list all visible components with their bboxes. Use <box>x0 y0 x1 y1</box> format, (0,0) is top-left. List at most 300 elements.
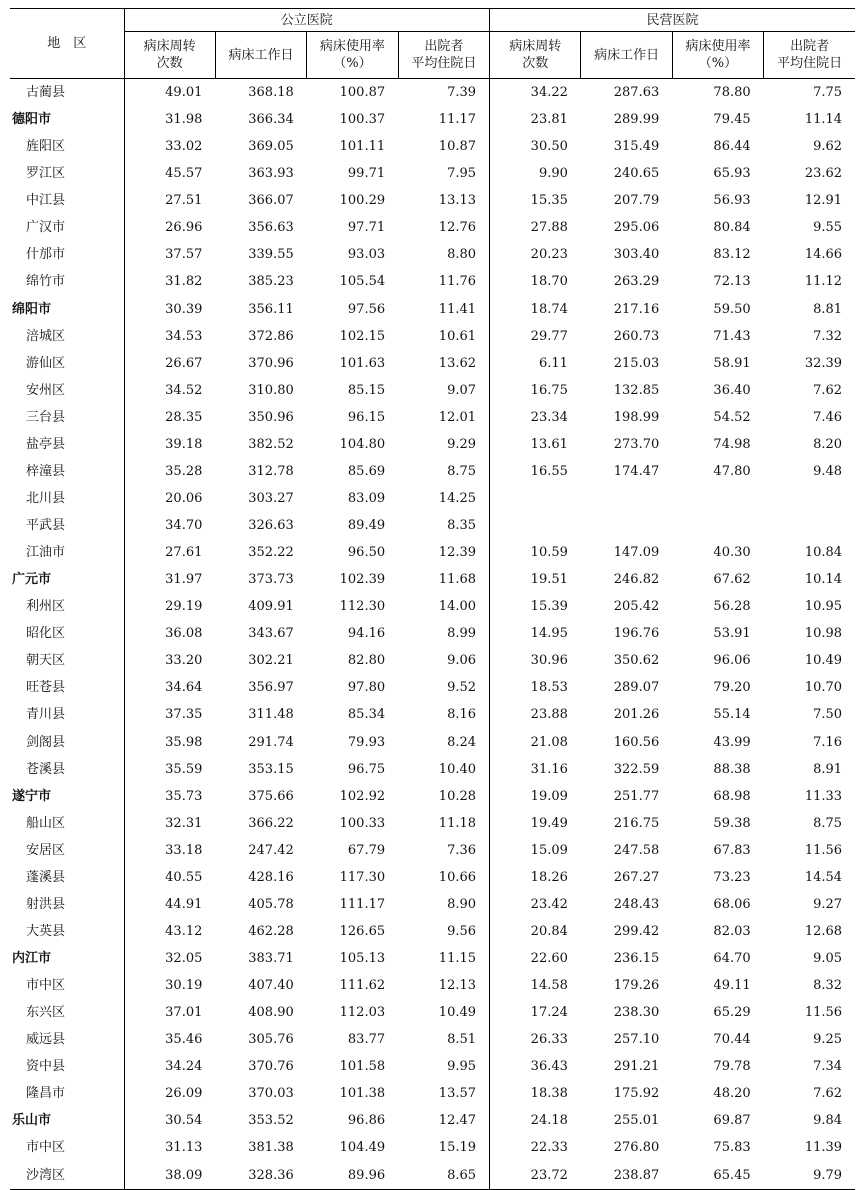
table-row <box>10 350 855 377</box>
public-turnover-cell: 27.61 <box>165 545 203 561</box>
public-usage-rate-cell: 89.49 <box>347 518 386 534</box>
private-usage-rate-cell: 49.11 <box>713 978 751 994</box>
private-turnover-cell: 14.58 <box>490 972 581 999</box>
private-turnover-cell: 20.23 <box>490 241 581 268</box>
private-usage-rate-cell: 69.87 <box>713 1113 751 1129</box>
public-turnover-cell: 35.46 <box>165 1032 203 1048</box>
private-avg-stay-cell: 7.50 <box>813 707 843 723</box>
private-usage-rate-cell: 82.03 <box>713 923 751 939</box>
public-usage-rate-cell: 104.80 <box>339 436 386 452</box>
private-turnover-cell: 20.84 <box>490 918 581 945</box>
public-avg-stay-cell: 9.07 <box>447 382 477 398</box>
public-workdays-cell: 343.67 <box>248 626 294 642</box>
public-turnover-cell: 34.24 <box>165 1059 203 1075</box>
private-avg-stay-cell: 9.62 <box>813 139 843 155</box>
table-row <box>10 1134 855 1161</box>
public-workdays-cell: 405.78 <box>248 896 294 912</box>
region-name-cell: 旌阳区 <box>10 133 124 160</box>
private-turnover-cell: 30.50 <box>490 133 581 160</box>
public-avg-stay-cell: 10.28 <box>438 788 477 804</box>
private-workdays-cell: 132.85 <box>613 382 660 398</box>
private-usage-rate-cell: 56.28 <box>713 599 751 615</box>
region-name-cell: 德阳市 <box>10 106 124 133</box>
private-avg-stay-cell: 8.32 <box>813 978 843 994</box>
public-turnover-cell: 32.05 <box>165 951 203 967</box>
public-usage-rate-cell: 101.38 <box>339 1086 386 1102</box>
private-usage-rate-cell: 70.44 <box>713 1032 751 1048</box>
region-name-cell: 大英县 <box>10 918 124 945</box>
private-avg-stay-cell: 12.68 <box>804 923 843 939</box>
public-avg-stay-days-header: 出院者 平均住院日 <box>398 32 489 79</box>
public-avg-stay-cell: 8.51 <box>447 1032 477 1048</box>
region-name-cell: 昭化区 <box>10 620 124 647</box>
private-avg-stay-cell: 9.05 <box>813 951 843 967</box>
private-turnover-cell: 23.34 <box>490 404 581 431</box>
private-turnover-cell: 18.74 <box>490 296 581 323</box>
table-row <box>10 539 855 566</box>
public-usage-rate-cell: 96.75 <box>347 761 386 777</box>
private-workdays-cell: 217.16 <box>613 301 660 317</box>
public-avg-stay-cell: 8.90 <box>447 896 477 912</box>
private-bed-turnover-header: 病床周转 次数 <box>490 32 581 79</box>
region-name-cell: 苍溪县 <box>10 756 124 783</box>
region-name-cell: 船山区 <box>10 810 124 837</box>
public-workdays-cell: 339.55 <box>248 247 294 263</box>
region-name-cell: 安居区 <box>10 837 124 864</box>
private-workdays-cell: 257.10 <box>613 1032 660 1048</box>
public-usage-rate-cell: 111.17 <box>339 896 386 912</box>
public-avg-stay-cell: 8.99 <box>447 626 477 642</box>
table-row <box>10 106 855 133</box>
table-row <box>10 972 855 999</box>
private-usage-rate-cell: 68.98 <box>713 788 751 804</box>
public-turnover-cell: 33.20 <box>165 653 203 669</box>
public-usage-rate-cell: 79.93 <box>347 734 386 750</box>
public-avg-stay-cell: 11.18 <box>438 815 477 831</box>
public-hospital-group-header: 公立医院 <box>124 9 490 32</box>
public-turnover-cell: 35.98 <box>165 734 203 750</box>
region-name-cell: 东兴区 <box>10 999 124 1026</box>
private-workdays-cell: 315.49 <box>613 139 660 155</box>
private-usage-rate-cell: 74.98 <box>713 436 751 452</box>
table-row <box>10 296 855 323</box>
public-workdays-cell: 372.86 <box>248 328 294 344</box>
private-turnover-cell: 29.77 <box>490 323 581 350</box>
table-row <box>10 620 855 647</box>
public-workdays-cell: 356.11 <box>248 301 294 317</box>
private-usage-rate-cell: 43.99 <box>713 734 751 750</box>
public-workdays-cell: 328.36 <box>248 1167 294 1183</box>
private-usage-rate-cell: 53.91 <box>713 626 751 642</box>
region-name-cell: 平武县 <box>10 512 124 539</box>
private-turnover-cell: 18.70 <box>490 268 581 295</box>
table-row <box>10 1026 855 1053</box>
public-turnover-cell: 33.18 <box>165 842 203 858</box>
public-workdays-cell: 311.48 <box>248 707 294 723</box>
public-avg-stay-cell: 9.29 <box>447 436 477 452</box>
region-name-cell: 什邡市 <box>10 241 124 268</box>
private-turnover-cell: 23.88 <box>490 701 581 728</box>
table-row <box>10 756 855 783</box>
region-name-cell: 乐山市 <box>10 1107 124 1134</box>
private-avg-stay-cell: 8.75 <box>813 815 843 831</box>
private-workdays-cell: 238.30 <box>613 1005 660 1021</box>
table-row <box>10 1053 855 1080</box>
private-turnover-cell: 16.75 <box>490 377 581 404</box>
public-turnover-cell: 31.13 <box>165 1140 203 1156</box>
private-avg-stay-cell: 7.34 <box>813 1059 843 1075</box>
private-turnover-cell: 15.39 <box>490 593 581 620</box>
public-workdays-cell: 369.05 <box>248 139 294 155</box>
region-name-cell: 江油市 <box>10 539 124 566</box>
public-usage-rate-cell: 102.92 <box>339 788 386 804</box>
private-turnover-cell: 34.22 <box>490 79 581 107</box>
public-avg-stay-cell: 12.01 <box>438 409 477 425</box>
public-avg-stay-cell: 8.24 <box>447 734 477 750</box>
public-turnover-cell: 28.35 <box>165 409 203 425</box>
private-usage-rate-cell: 79.45 <box>713 112 751 128</box>
region-name-cell: 威远县 <box>10 1026 124 1053</box>
private-avg-stay-cell: 10.70 <box>804 680 843 696</box>
private-avg-stay-cell: 8.91 <box>813 761 843 777</box>
public-turnover-cell: 31.82 <box>165 274 203 290</box>
public-bed-usage-rate-header: 病床使用率 （%） <box>307 32 398 79</box>
table-body <box>10 79 855 1190</box>
public-avg-stay-cell: 8.75 <box>447 463 477 479</box>
public-workdays-cell: 370.76 <box>248 1059 294 1075</box>
public-usage-rate-cell: 99.71 <box>347 166 386 182</box>
private-usage-rate-cell: 54.52 <box>713 409 751 425</box>
private-turnover-cell: 23.81 <box>490 106 581 133</box>
public-usage-rate-cell: 96.86 <box>347 1113 386 1129</box>
public-workdays-cell: 350.96 <box>248 409 294 425</box>
private-turnover-cell <box>490 512 581 539</box>
public-usage-rate-cell: 85.34 <box>347 707 386 723</box>
private-usage-rate-cell: 67.83 <box>713 842 751 858</box>
private-usage-rate-cell <box>672 512 763 539</box>
region-name-cell: 涪城区 <box>10 323 124 350</box>
private-avg-stay-cell: 10.14 <box>804 572 843 588</box>
public-avg-stay-cell: 9.52 <box>447 680 477 696</box>
region-name-cell: 中江县 <box>10 187 124 214</box>
private-turnover-cell <box>490 485 581 512</box>
public-avg-stay-cell: 11.76 <box>438 274 477 290</box>
private-usage-rate-cell: 86.44 <box>713 139 751 155</box>
private-turnover-cell: 6.11 <box>490 350 581 377</box>
table-row <box>10 1162 855 1190</box>
public-workdays-cell: 302.21 <box>248 653 294 669</box>
private-workdays-cell: 247.58 <box>613 842 660 858</box>
region-name-cell: 利州区 <box>10 593 124 620</box>
private-usage-rate-cell: 65.93 <box>713 166 751 182</box>
table-row <box>10 377 855 404</box>
table-row <box>10 241 855 268</box>
public-avg-stay-cell: 7.95 <box>447 166 477 182</box>
private-usage-rate-cell: 64.70 <box>713 951 751 967</box>
public-avg-stay-cell: 13.57 <box>438 1086 477 1102</box>
private-workdays-cell: 255.01 <box>613 1113 660 1129</box>
public-turnover-cell: 38.09 <box>165 1167 203 1183</box>
public-usage-rate-cell: 101.58 <box>339 1059 386 1075</box>
public-usage-rate-cell: 82.80 <box>347 653 386 669</box>
private-avg-stay-cell: 7.16 <box>813 734 843 750</box>
private-turnover-cell: 23.72 <box>490 1162 581 1190</box>
public-usage-rate-cell: 126.65 <box>339 923 386 939</box>
public-avg-stay-cell: 12.47 <box>438 1113 477 1129</box>
public-avg-stay-cell: 7.36 <box>447 842 477 858</box>
private-avg-stay-cell: 10.98 <box>804 626 843 642</box>
private-workdays-cell: 291.21 <box>613 1059 660 1075</box>
public-avg-stay-cell: 15.19 <box>438 1140 477 1156</box>
private-usage-rate-cell: 88.38 <box>713 761 751 777</box>
public-workdays-cell: 353.15 <box>248 761 294 777</box>
public-usage-rate-cell: 96.50 <box>347 545 386 561</box>
private-turnover-cell: 27.88 <box>490 214 581 241</box>
private-usage-rate-cell: 72.13 <box>713 274 751 290</box>
public-turnover-cell: 37.01 <box>165 1005 203 1021</box>
public-workdays-cell: 385.23 <box>248 274 294 290</box>
public-workdays-cell: 305.76 <box>248 1032 294 1048</box>
region-name-cell: 朝天区 <box>10 647 124 674</box>
private-turnover-cell: 18.53 <box>490 674 581 701</box>
private-workdays-cell: 267.27 <box>613 869 660 885</box>
public-workdays-cell: 373.73 <box>248 572 294 588</box>
public-avg-stay-cell: 13.13 <box>438 193 477 209</box>
table-row <box>10 918 855 945</box>
table-row <box>10 701 855 728</box>
statistics-table-container <box>10 8 855 1190</box>
private-turnover-cell: 21.08 <box>490 729 581 756</box>
public-turnover-cell: 34.70 <box>165 518 203 534</box>
public-usage-rate-cell: 112.30 <box>339 599 386 615</box>
private-workdays-cell: 216.75 <box>613 815 660 831</box>
private-turnover-cell: 16.55 <box>490 458 581 485</box>
private-avg-stay-cell: 10.49 <box>804 653 843 669</box>
region-name-cell: 剑阁县 <box>10 729 124 756</box>
table-row <box>10 214 855 241</box>
public-avg-stay-cell: 7.39 <box>447 85 477 101</box>
public-workdays-cell: 408.90 <box>248 1005 294 1021</box>
public-usage-rate-cell: 83.77 <box>347 1032 386 1048</box>
private-workdays-cell: 251.77 <box>613 788 660 804</box>
public-usage-rate-cell: 100.37 <box>339 112 386 128</box>
private-workdays-cell: 350.62 <box>613 653 660 669</box>
private-turnover-cell: 26.33 <box>490 1026 581 1053</box>
public-turnover-cell: 37.35 <box>165 707 203 723</box>
public-turnover-cell: 40.55 <box>165 869 203 885</box>
public-avg-stay-cell: 11.15 <box>438 951 477 967</box>
private-usage-rate-cell: 73.23 <box>713 869 751 885</box>
public-turnover-cell: 34.53 <box>165 328 203 344</box>
private-workdays-cell: 160.56 <box>613 734 660 750</box>
private-workdays-cell: 248.43 <box>613 896 660 912</box>
public-usage-rate-cell: 93.03 <box>347 247 386 263</box>
private-workdays-cell: 201.26 <box>613 707 660 723</box>
public-avg-stay-cell: 9.06 <box>447 653 477 669</box>
public-usage-rate-cell: 94.16 <box>347 626 386 642</box>
private-workdays-cell: 147.09 <box>613 545 660 561</box>
private-avg-stay-cell <box>764 512 855 539</box>
public-turnover-cell: 44.91 <box>165 896 203 912</box>
private-avg-stay-cell: 7.46 <box>813 409 843 425</box>
private-workdays-cell: 175.92 <box>613 1086 660 1102</box>
private-avg-stay-cell: 12.91 <box>804 193 843 209</box>
public-turnover-cell: 43.12 <box>165 923 203 939</box>
public-turnover-cell: 36.08 <box>165 626 203 642</box>
public-usage-rate-cell: 100.87 <box>339 85 386 101</box>
private-workdays-cell: 260.73 <box>613 328 660 344</box>
private-turnover-cell: 23.42 <box>490 891 581 918</box>
table-row <box>10 1107 855 1134</box>
private-usage-rate-cell: 68.06 <box>713 896 751 912</box>
region-name-cell: 梓潼县 <box>10 458 124 485</box>
public-workdays-cell: 382.52 <box>248 436 294 452</box>
private-usage-rate-cell: 96.06 <box>713 653 751 669</box>
private-usage-rate-cell: 65.45 <box>713 1167 751 1183</box>
private-turnover-cell: 36.43 <box>490 1053 581 1080</box>
public-usage-rate-cell: 112.03 <box>339 1005 386 1021</box>
table-row <box>10 458 855 485</box>
region-name-cell: 广元市 <box>10 566 124 593</box>
public-avg-stay-cell: 13.62 <box>438 355 477 371</box>
private-workdays-cell: 295.06 <box>613 220 660 236</box>
table-row <box>10 323 855 350</box>
public-workdays-cell: 428.16 <box>248 869 294 885</box>
public-turnover-cell: 27.51 <box>165 193 203 209</box>
private-avg-stay-cell: 9.79 <box>813 1167 843 1183</box>
public-turnover-cell: 26.67 <box>165 355 203 371</box>
region-name-cell: 绵竹市 <box>10 268 124 295</box>
private-usage-rate-cell: 55.14 <box>713 707 751 723</box>
table-row <box>10 512 855 539</box>
private-workdays-cell: 246.82 <box>613 572 660 588</box>
private-workdays-cell: 299.42 <box>613 923 660 939</box>
region-name-cell: 沙湾区 <box>10 1162 124 1190</box>
private-usage-rate-cell: 79.78 <box>713 1059 751 1075</box>
private-turnover-cell: 9.90 <box>490 160 581 187</box>
public-workdays-cell: 312.78 <box>248 463 294 479</box>
private-avg-stay-cell: 11.33 <box>804 788 843 804</box>
region-name-cell: 广汉市 <box>10 214 124 241</box>
public-turnover-cell: 29.19 <box>165 599 203 615</box>
public-workdays-cell: 366.34 <box>248 112 294 128</box>
private-avg-stay-cell: 11.14 <box>804 112 843 128</box>
public-workdays-cell: 352.22 <box>248 545 294 561</box>
public-turnover-cell: 26.09 <box>165 1086 203 1102</box>
region-name-cell: 资中县 <box>10 1053 124 1080</box>
public-workdays-cell: 353.52 <box>248 1113 294 1129</box>
private-turnover-cell: 31.16 <box>490 756 581 783</box>
table-row <box>10 864 855 891</box>
table-row <box>10 79 855 107</box>
private-usage-rate-cell: 48.20 <box>713 1086 751 1102</box>
public-turnover-cell: 34.64 <box>165 680 203 696</box>
private-usage-rate-cell: 59.38 <box>713 815 751 831</box>
public-workdays-cell: 370.96 <box>248 355 294 371</box>
private-usage-rate-cell: 65.29 <box>713 1005 751 1021</box>
table-row <box>10 187 855 214</box>
public-usage-rate-cell: 117.30 <box>339 869 386 885</box>
public-usage-rate-cell: 101.63 <box>339 355 386 371</box>
public-turnover-cell: 32.31 <box>165 815 203 831</box>
private-avg-stay-cell: 11.39 <box>804 1140 843 1156</box>
private-avg-stay-cell: 11.56 <box>804 1005 843 1021</box>
table-row <box>10 783 855 810</box>
private-turnover-cell: 14.95 <box>490 620 581 647</box>
private-workdays-cell: 179.26 <box>613 978 660 994</box>
private-avg-stay-cell: 9.48 <box>813 463 843 479</box>
region-name-cell: 旺苍县 <box>10 674 124 701</box>
public-usage-rate-cell: 100.29 <box>339 193 386 209</box>
region-name-cell: 北川县 <box>10 485 124 512</box>
private-workdays-cell <box>581 512 672 539</box>
private-usage-rate-cell: 67.62 <box>713 572 751 588</box>
public-avg-stay-cell: 14.25 <box>438 490 477 506</box>
private-turnover-cell: 10.59 <box>490 539 581 566</box>
private-usage-rate-cell: 47.80 <box>713 463 751 479</box>
public-avg-stay-cell: 12.76 <box>438 220 477 236</box>
public-avg-stay-cell: 12.39 <box>438 545 477 561</box>
private-turnover-cell: 18.38 <box>490 1080 581 1107</box>
public-bed-turnover-header: 病床周转 次数 <box>124 32 215 79</box>
private-usage-rate-cell: 59.50 <box>713 301 751 317</box>
private-workdays-cell: 207.79 <box>613 193 660 209</box>
public-workdays-cell: 303.27 <box>248 490 294 506</box>
public-turnover-cell: 30.39 <box>165 301 203 317</box>
table-header <box>10 9 855 79</box>
private-turnover-cell: 19.09 <box>490 783 581 810</box>
public-avg-stay-cell: 11.17 <box>438 112 477 128</box>
region-name-cell: 盐亭县 <box>10 431 124 458</box>
table-row <box>10 837 855 864</box>
private-avg-stay-cell: 7.32 <box>813 328 843 344</box>
public-avg-stay-cell: 10.66 <box>438 869 477 885</box>
public-avg-stay-cell: 10.49 <box>438 1005 477 1021</box>
public-workdays-cell: 409.91 <box>248 599 294 615</box>
region-name-cell: 青川县 <box>10 701 124 728</box>
public-workdays-cell: 407.40 <box>248 978 294 994</box>
private-avg-stay-cell: 11.12 <box>804 274 843 290</box>
public-workdays-cell: 310.80 <box>248 382 294 398</box>
private-workdays-cell: 238.87 <box>613 1167 660 1183</box>
private-workdays-cell: 289.07 <box>613 680 660 696</box>
table-row <box>10 810 855 837</box>
public-usage-rate-cell: 105.13 <box>339 951 386 967</box>
private-avg-stay-cell: 7.75 <box>813 85 843 101</box>
private-avg-stay-cell: 14.66 <box>804 247 843 263</box>
hospital-bed-statistics-table <box>10 8 855 1190</box>
private-avg-stay-cell: 7.62 <box>813 1086 843 1102</box>
public-usage-rate-cell: 102.15 <box>339 328 386 344</box>
private-turnover-cell: 30.96 <box>490 647 581 674</box>
private-avg-stay-cell: 10.95 <box>804 599 843 615</box>
table-row <box>10 485 855 512</box>
public-turnover-cell: 45.57 <box>165 166 203 182</box>
public-usage-rate-cell: 89.96 <box>347 1167 386 1183</box>
public-avg-stay-cell: 10.61 <box>438 328 477 344</box>
public-workdays-cell: 356.97 <box>248 680 294 696</box>
public-workdays-cell: 383.71 <box>248 951 294 967</box>
table-row <box>10 891 855 918</box>
public-avg-stay-cell: 8.16 <box>447 707 477 723</box>
private-usage-rate-cell: 71.43 <box>713 328 751 344</box>
private-turnover-cell: 22.60 <box>490 945 581 972</box>
public-avg-stay-cell: 10.40 <box>438 761 477 777</box>
public-turnover-cell: 35.73 <box>165 788 203 804</box>
private-avg-stay-cell: 9.84 <box>813 1113 843 1129</box>
private-usage-rate-cell: 80.84 <box>713 220 751 236</box>
public-workdays-cell: 247.42 <box>248 842 294 858</box>
